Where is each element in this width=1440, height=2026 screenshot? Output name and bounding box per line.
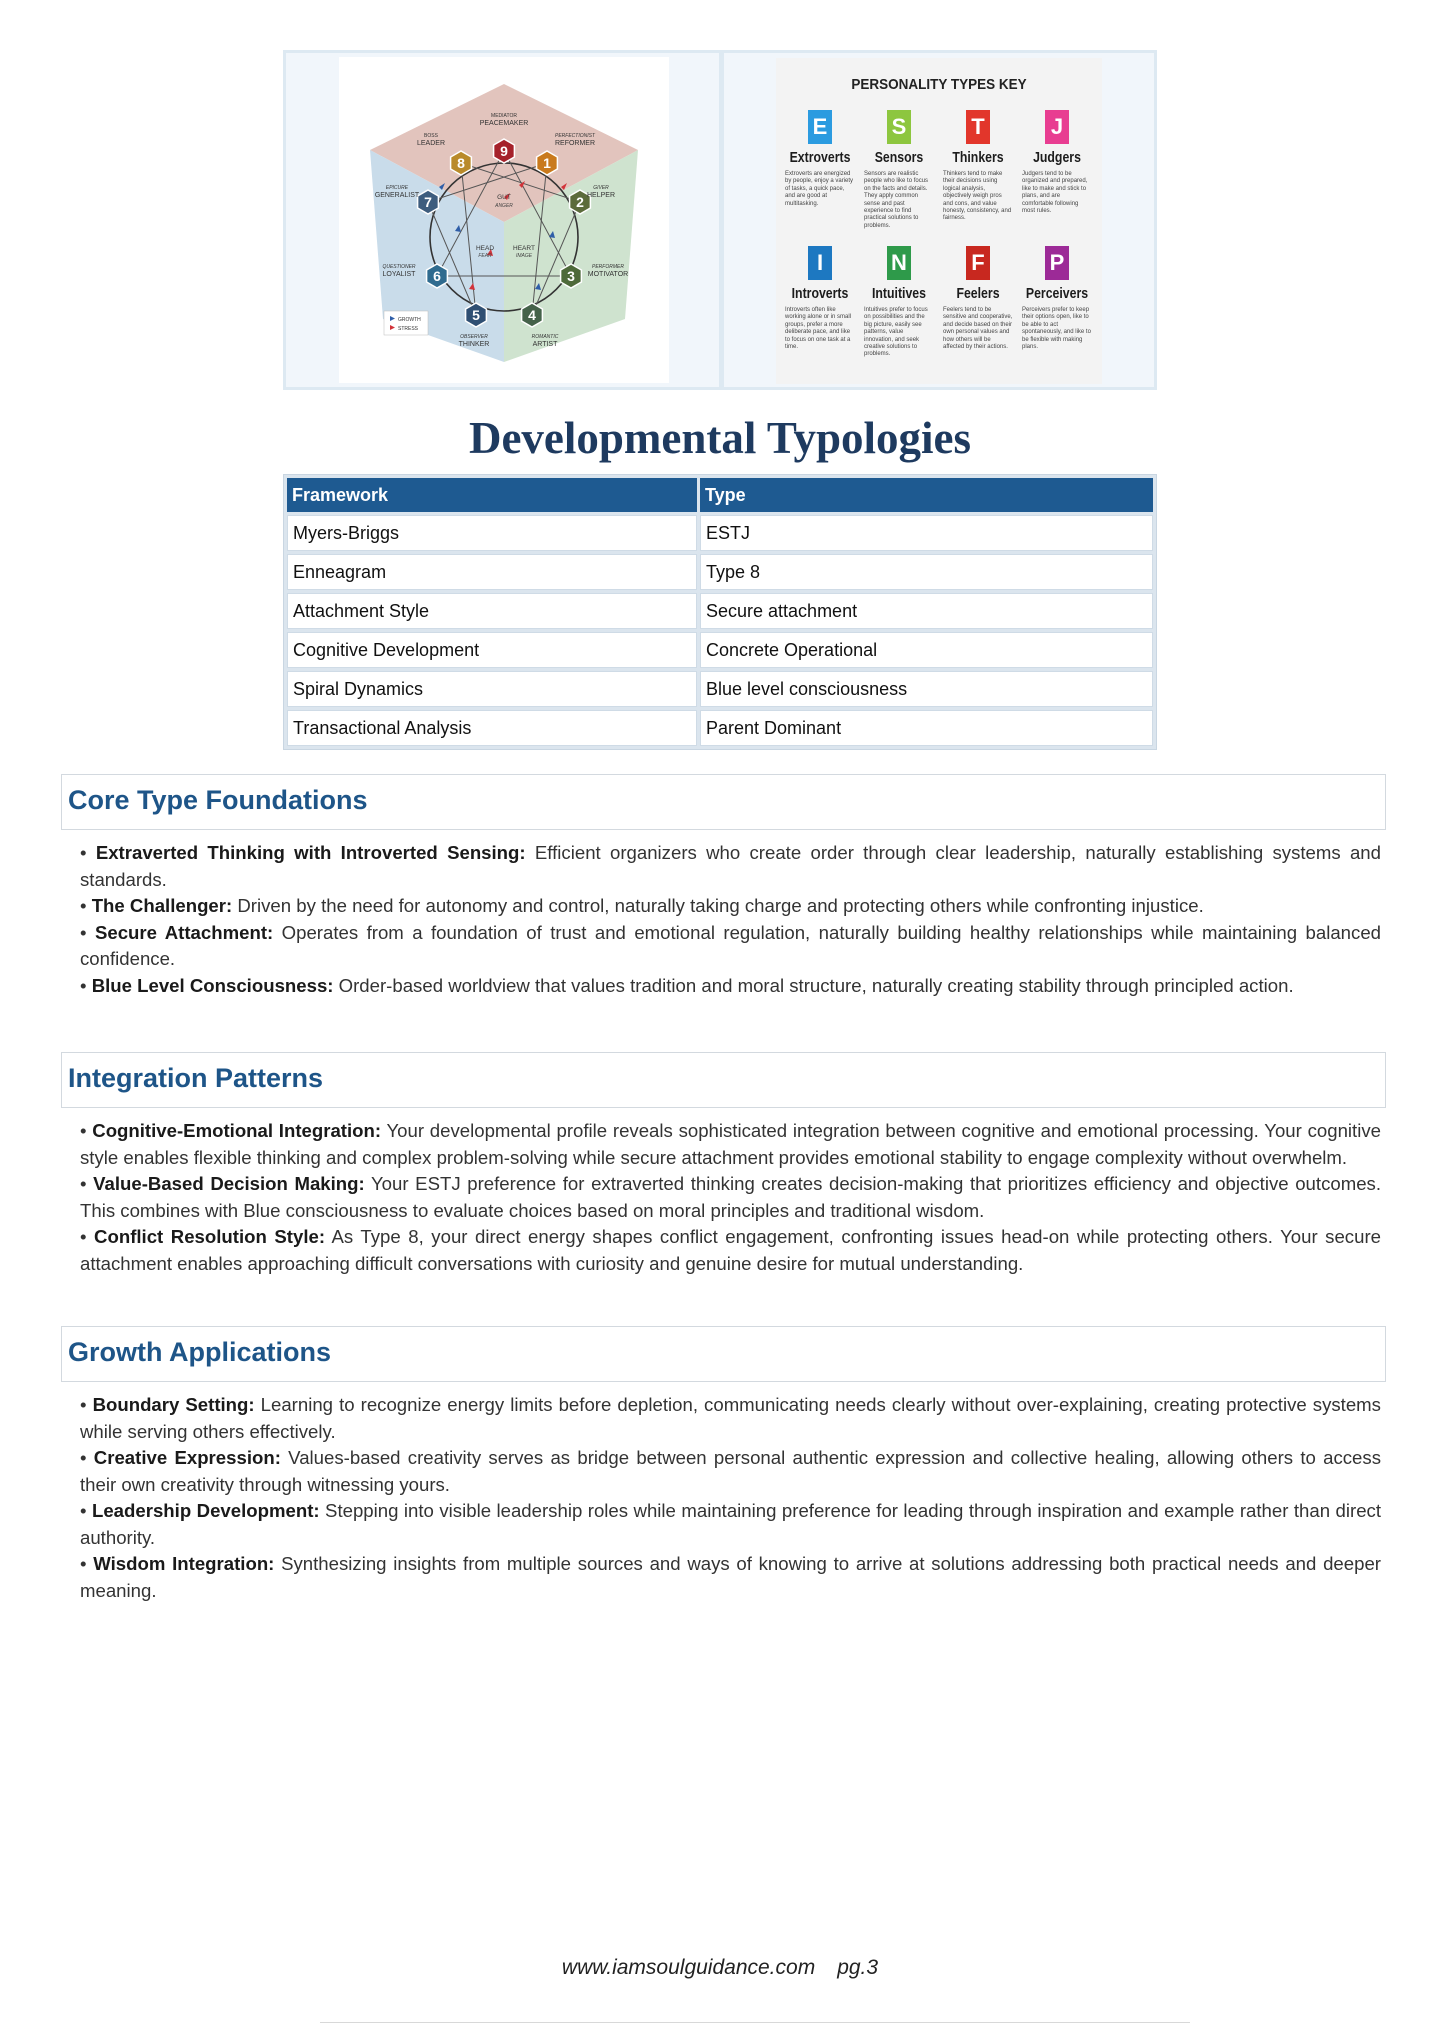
type-description: Introverts often like working alone or in small groups, prefer a more deliberate pace, and like to focus on one task at a time. (785, 307, 852, 351)
item-text: Driven by the need for autonomy and control, naturally taking charge and protecting others while confronting injustice. (232, 895, 1204, 916)
type-letter-badge: F (966, 246, 990, 280)
list-item: • Blue Level Consciousness: Order-based worldview that values tradition and moral structure, naturally creating stability through principled action. (80, 974, 1294, 996)
list-item: • Value-Based Decision Making: Your ESTJ preference for extraverted thinking creates decision-making that prioritizes efficiency and objective outcomes. This combines with Blue consciousness to evaluate choices based on moral principles and traditional wisdom. (80, 1173, 1381, 1221)
item-term: Secure Attachment: (94, 921, 274, 943)
type-cell: Type 8 (700, 554, 1153, 590)
list-item: • Boundary Setting: Learning to recognize energy limits before depletion, communicating needs clearly without over-explaining, creating protective systems while serving others effectively. (80, 1394, 1381, 1442)
list-item: • Extraverted Thinking with Introverted Sensing: Efficient organizers who create order through clear leadership, naturally establishing systems and standards. (80, 842, 1381, 890)
section-title: Growth Applications (68, 1337, 331, 1367)
type-number: 9 (500, 143, 508, 159)
header-framework: Framework (287, 478, 697, 512)
item-term: Creative Expression: (93, 1447, 281, 1468)
label-5-sub: OBSERVER (460, 334, 488, 340)
item-text: Order-based worldview that values tradition and moral structure, naturally creating stability through principled action. (333, 974, 1294, 996)
hero-divider (719, 53, 724, 387)
section-header-growth-applications (61, 1326, 1386, 1382)
type-description: Thinkers tend to make their decisions using logical analysis, objectively weigh pros and cons, and value honesty, consistency, and fairness. (943, 171, 1012, 222)
section-body-growth-applications (80, 1392, 1381, 1604)
item-text: Efficient organizers who create order through clear leadership, naturally establishing systems and standards. (80, 842, 1381, 890)
item-term: Value-Based Decision Making: (93, 1173, 365, 1194)
label-8-sub: BOSS (424, 133, 438, 139)
item-term: Conflict Resolution Style: (94, 1226, 326, 1247)
type-name: Introverts (791, 285, 849, 302)
type-number: 3 (567, 268, 575, 284)
type-1-node (537, 151, 558, 175)
item-text: Learning to recognize energy limits before depletion, communicating needs clearly without over-explaining, creating protective systems while serving others effectively. (80, 1394, 1381, 1442)
label-3-sub: PERFORMER (592, 264, 624, 270)
type-number: 4 (528, 307, 536, 323)
hero-image-panel (283, 50, 1157, 390)
list-item: • Conflict Resolution Style: As Type 8, your direct energy shapes conflict engagement, confronting issues head-on while protecting others. Your secure attachment enables approaching difficult conversations with curiosity and genuine desire for mutual understanding. (80, 1226, 1381, 1274)
type-cell: Concrete Operational (700, 632, 1153, 668)
type-letter-badge: I (808, 246, 832, 280)
label-4-sub: ROMANTIC (531, 334, 559, 340)
type-3-node (561, 264, 582, 288)
personality-type-introverts (781, 246, 859, 351)
framework-cell: Myers-Briggs (287, 515, 697, 551)
type-letter-badge: P (1045, 246, 1069, 280)
label-9: PEACEMAKER (479, 120, 529, 127)
item-text: Stepping into visible leadership roles while maintaining preference for leading through inspiration and example rather than direct authority. (80, 1500, 1381, 1548)
framework-cell: Enneagram (287, 554, 697, 590)
heart-label: HEART (513, 245, 535, 252)
list-item: • Wisdom Integration: Synthesizing insights from multiple sources and ways of knowing to arrive at solutions addressing both practical needs and deeper meaning. (80, 1553, 1381, 1601)
type-number: 1 (543, 155, 551, 171)
type-letter-badge: E (808, 110, 832, 144)
personality-type-extroverts (781, 110, 859, 208)
type-cell: Parent Dominant (700, 710, 1153, 746)
table-row (287, 710, 1153, 746)
header-type: Type (700, 478, 1153, 512)
enneagram-diagram (339, 57, 669, 383)
type-description: Judgers tend to be organized and prepared, like to make and stick to plans, and are comfortable following most rules. (1022, 171, 1088, 215)
item-term: Extraverted Thinking with Introverted Sensing: (95, 842, 526, 863)
list-item: • Secure Attachment: Operates from a foundation of trust and emotional regulation, naturally building healthy relationships while maintaining balanced confidence. (80, 921, 1381, 969)
table-row (287, 515, 1153, 551)
list-item: • The Challenger: Driven by the need for autonomy and control, naturally taking charge and protecting others while confronting injustice. (80, 895, 1204, 916)
type-description: Sensors are realistic people who like to focus on the facts and details. They apply common sense and past experience to find practical solutions to problems. (864, 171, 929, 229)
section-header-core-type-foundations (61, 774, 1386, 830)
personality-type-sensors (860, 110, 938, 230)
item-text: Synthesizing insights from multiple sources and ways of knowing to arrive at solutions addressing both practical needs and deeper meaning. (80, 1553, 1381, 1601)
label-1-sub: PERFECTIONIST (554, 133, 596, 139)
item-text: As Type 8, your direct energy shapes conflict engagement, confronting issues head-on while protecting others. Your secure attachment enables approaching difficult conversations with curiosity and genuine desire for mutual understanding. (80, 1226, 1381, 1274)
personality-type-perceivers (1018, 246, 1096, 351)
item-text: Values-based creativity serves as bridge between personal authentic expression and collective healing, allowing others to access their own creativity through witnessing yours. (80, 1447, 1381, 1495)
legend-stress: STRESS (398, 326, 419, 332)
head-label: HEAD (475, 245, 495, 252)
label-6-sub: QUESTIONER (382, 264, 416, 270)
type-name: Judgers (1033, 149, 1081, 166)
label-2-sub: GIVER (593, 185, 609, 191)
item-term: The Challenger: (91, 895, 233, 916)
personality-key-card (776, 58, 1102, 384)
gut-label: GUT (497, 194, 511, 201)
item-text: Operates from a foundation of trust and emotional regulation, naturally building healthy relationships while maintaining balanced confidence. (80, 921, 1381, 969)
type-8-node (451, 151, 472, 175)
personality-type-feelers (939, 246, 1017, 351)
personality-type-judgers (1018, 110, 1096, 215)
type-letter-badge: T (966, 110, 990, 144)
item-term: Blue Level Consciousness: (91, 974, 334, 996)
type-name: Sensors (874, 149, 924, 166)
type-number: 5 (472, 307, 480, 323)
section-body-core-type-foundations (80, 840, 1381, 999)
type-description: Feelers tend to be sensitive and cooperative, and decide based on their own personal values and how others will be affected by their actions. (943, 307, 1013, 351)
type-9-node (494, 139, 515, 163)
item-term: Cognitive-Emotional Integration: (92, 1120, 382, 1141)
list-item: • Leadership Development: Stepping into visible leadership roles while maintaining preference for leading through inspiration and example rather than direct authority. (80, 1500, 1381, 1548)
type-name: Intuitives (871, 285, 926, 302)
typology-table (283, 474, 1157, 750)
list-item: • Cognitive-Emotional Integration: Your developmental profile reveals sophisticated integration between cognitive and emotional processing. Your cognitive style enables flexible thinking and complex problem-solving while secure attachment provides emotional stability to engage complexity without overwhelm. (80, 1120, 1381, 1168)
type-name: Feelers (956, 285, 1000, 302)
type-description: Perceivers prefer to keep their options open, like to be able to act spontaneously, and like to be flexible with making plans. (1022, 307, 1091, 351)
item-term: Boundary Setting: (92, 1394, 255, 1415)
table-header-row (287, 478, 1153, 512)
type-description: Intuitives prefer to focus on possibilities and the big picture, easily see patterns, value innovation, and seek creative solutions to problems. (864, 307, 928, 358)
section-body-integration-patterns (80, 1118, 1381, 1277)
label-1: REFORMER (554, 140, 596, 147)
framework-cell: Cognitive Development (287, 632, 697, 668)
type-name: Extroverts (789, 149, 851, 166)
enneagram-legend (384, 311, 428, 335)
type-cell: ESTJ (700, 515, 1153, 551)
type-number: 8 (457, 155, 465, 171)
label-7: GENERALIST (374, 192, 420, 199)
label-6: LOYALIST (382, 271, 416, 278)
item-text: Your ESTJ preference for extraverted thinking creates decision-making that prioritizes efficiency and objective outcomes. This combines with Blue consciousness to evaluate choices based on moral principles and traditional wisdom. (80, 1173, 1381, 1221)
section-title: Integration Patterns (68, 1063, 324, 1093)
label-7-sub: EPICURE (385, 185, 409, 191)
type-6-node (427, 264, 448, 288)
type-7-node (418, 190, 439, 214)
framework-cell: Transactional Analysis (287, 710, 697, 746)
heart-sub-label: IMAGE (515, 253, 533, 259)
label-2: HELPER (586, 192, 616, 199)
type-cell: Blue level consciousness (700, 671, 1153, 707)
page-footer (0, 1956, 1440, 1980)
legend-growth: GROWTH (398, 317, 421, 323)
type-letter-badge: J (1045, 110, 1069, 144)
label-8: LEADER (416, 140, 446, 147)
type-letter-badge: N (887, 246, 911, 280)
type-number: 7 (424, 194, 432, 210)
type-description: Extroverts are energized by people, enjoy a variety of tasks, a quick pace, and are good at multitasking. (785, 171, 854, 207)
item-term: Wisdom Integration: (93, 1553, 275, 1574)
section-header-integration-patterns (61, 1052, 1386, 1108)
type-cell: Secure attachment (700, 593, 1153, 629)
type-number: 2 (576, 194, 584, 210)
type-letter-badge: S (887, 110, 911, 144)
type-5-node (466, 303, 487, 327)
label-9-sub: MEDIATOR (491, 113, 517, 119)
type-name: Perceivers (1025, 285, 1089, 302)
framework-cell: Spiral Dynamics (287, 671, 697, 707)
page-title: Developmental Typologies (468, 413, 972, 463)
table-row (287, 554, 1153, 590)
enneagram-svg (339, 57, 669, 383)
head-sub-label: FEAR (478, 253, 492, 259)
page-number: pg.3 (837, 1956, 879, 1979)
type-number: 6 (433, 268, 441, 284)
framework-cell: Attachment Style (287, 593, 697, 629)
table-row (287, 632, 1153, 668)
table-row (287, 593, 1153, 629)
personality-key-title: PERSONALITY TYPES KEY (851, 76, 1027, 93)
table-row (287, 671, 1153, 707)
footer-divider (320, 2022, 1190, 2023)
label-3: MOTIVATOR (587, 271, 629, 278)
gut-sub-label: ANGER (495, 203, 513, 209)
label-5: THINKER (458, 341, 490, 348)
type-name: Thinkers (952, 149, 1004, 166)
item-term: Leadership Development: (91, 1500, 320, 1521)
list-item: • Creative Expression: Values-based creativity serves as bridge between personal authentic expression and collective healing, allowing others to access their own creativity through witnessing yours. (80, 1447, 1381, 1495)
personality-type-intuitives (860, 246, 938, 359)
footer-url[interactable]: www.iamsoulguidance.com (561, 1956, 816, 1979)
section-title: Core Type Foundations (68, 785, 368, 815)
label-4: ARTIST (532, 341, 558, 348)
type-4-node (522, 303, 543, 327)
personality-type-thinkers (939, 110, 1017, 223)
item-text: Your developmental profile reveals sophisticated integration between cognitive and emotional processing. Your cognitive style enables flexible thinking and complex problem-solving while secure attachment provides emotional stability to engage complexity without overwhelm. (80, 1120, 1381, 1168)
